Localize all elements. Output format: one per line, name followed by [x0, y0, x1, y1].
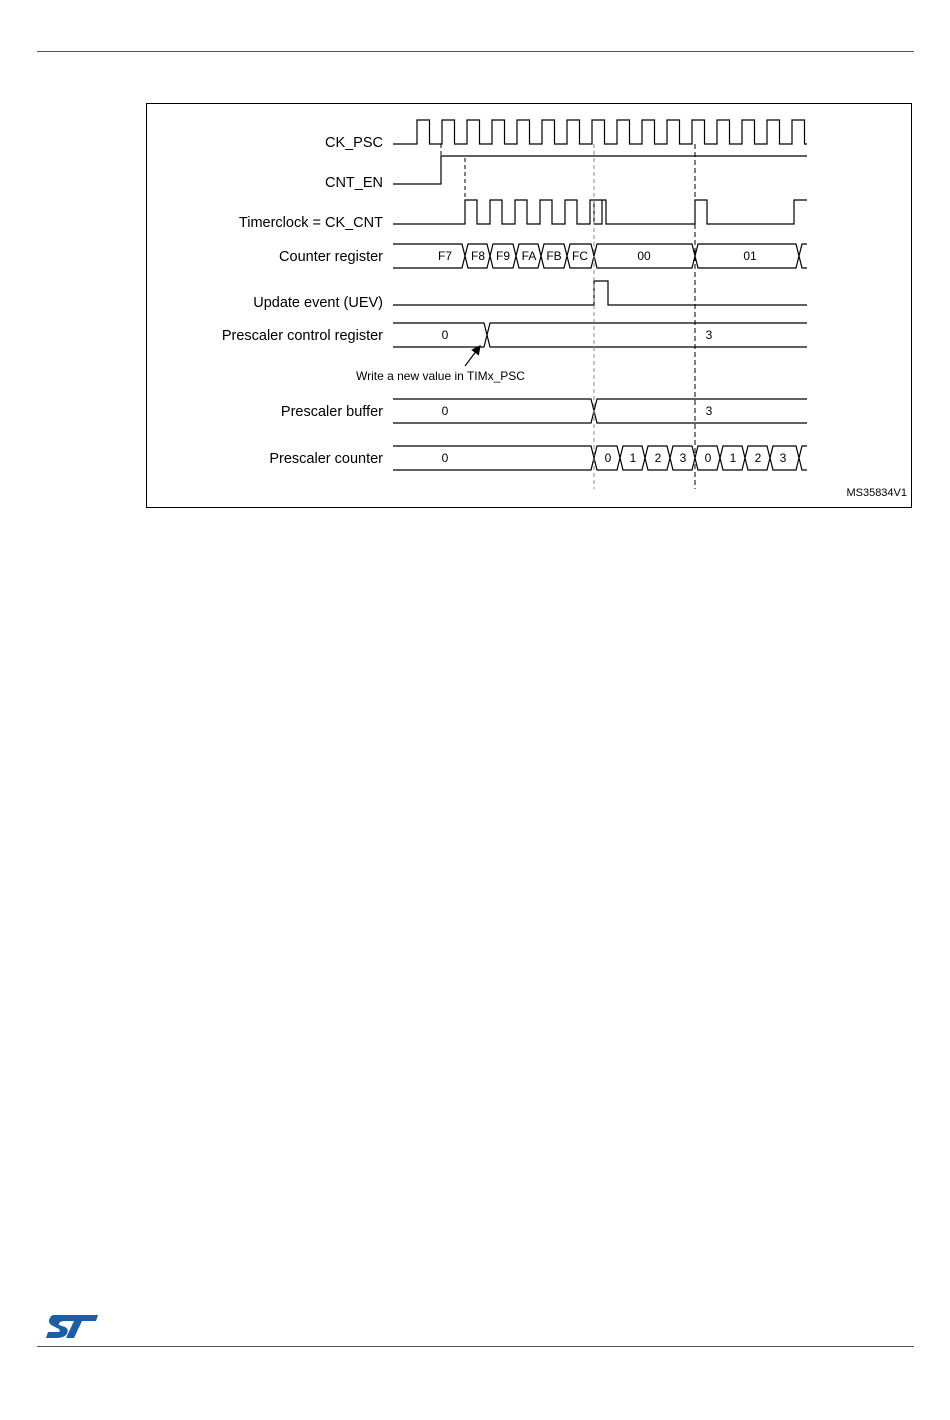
counter-value-F9: F9: [495, 249, 511, 263]
label-uev: Update event (UEV): [253, 295, 383, 311]
bus-psc-buffer: [393, 399, 807, 423]
wave-cnt-en: [393, 156, 807, 184]
label-psc-counter: Prescaler counter: [269, 451, 383, 467]
st-logo-shape: [46, 1315, 98, 1338]
header-rule: [37, 51, 914, 52]
wave-timerclock: [393, 200, 807, 224]
psc-counter-value-2: 1: [629, 451, 637, 465]
counter-value-FB: FB: [546, 249, 562, 263]
timing-diagram: [146, 103, 912, 508]
psc-counter-value-3: 2: [654, 451, 662, 465]
label-cnt-en: CNT_EN: [324, 175, 383, 191]
label-counter-register: Counter register: [279, 249, 383, 265]
label-ck-psc: CK_PSC: [324, 135, 383, 151]
counter-value-FA: FA: [521, 249, 537, 263]
psc-control-value-3: 3: [705, 328, 713, 342]
psc-counter-value-6: 1: [729, 451, 737, 465]
counter-value-00: 00: [637, 249, 651, 263]
counter-value-F7: F7: [437, 249, 453, 263]
psc-counter-value-0: 0: [441, 451, 449, 465]
st-logo-mark: [44, 1311, 100, 1341]
psc-counter-value-5: 0: [704, 451, 712, 465]
counter-value-FC: FC: [572, 249, 588, 263]
st-logo: [44, 1311, 100, 1341]
footer-rule: [37, 1346, 914, 1347]
label-psc-control: Prescaler control register: [221, 328, 383, 344]
psc-counter-value-8: 3: [779, 451, 787, 465]
wave-uev: [393, 281, 807, 305]
psc-buffer-value-3: 3: [705, 404, 713, 418]
annotation-text: Write a new value in TIMx_PSC: [356, 369, 525, 383]
counter-value-01: 01: [743, 249, 757, 263]
counter-value-F8: F8: [470, 249, 486, 263]
psc-counter-value-7: 2: [754, 451, 762, 465]
psc-control-value-0: 0: [441, 328, 449, 342]
figure-id: MS35834V1: [846, 487, 907, 499]
psc-counter-value-1: 0: [604, 451, 612, 465]
psc-buffer-value-0: 0: [441, 404, 449, 418]
psc-counter-value-4: 3: [679, 451, 687, 465]
bus-psc-counter: [393, 446, 807, 470]
timing-diagram-svg: [147, 104, 913, 509]
label-psc-buffer: Prescaler buffer: [280, 404, 383, 420]
bus-psc-control: [393, 323, 807, 347]
wave-ck-psc: [393, 120, 807, 144]
annotation-arrow: [465, 346, 480, 366]
label-timerclock: Timerclock = CK_CNT: [238, 215, 383, 231]
